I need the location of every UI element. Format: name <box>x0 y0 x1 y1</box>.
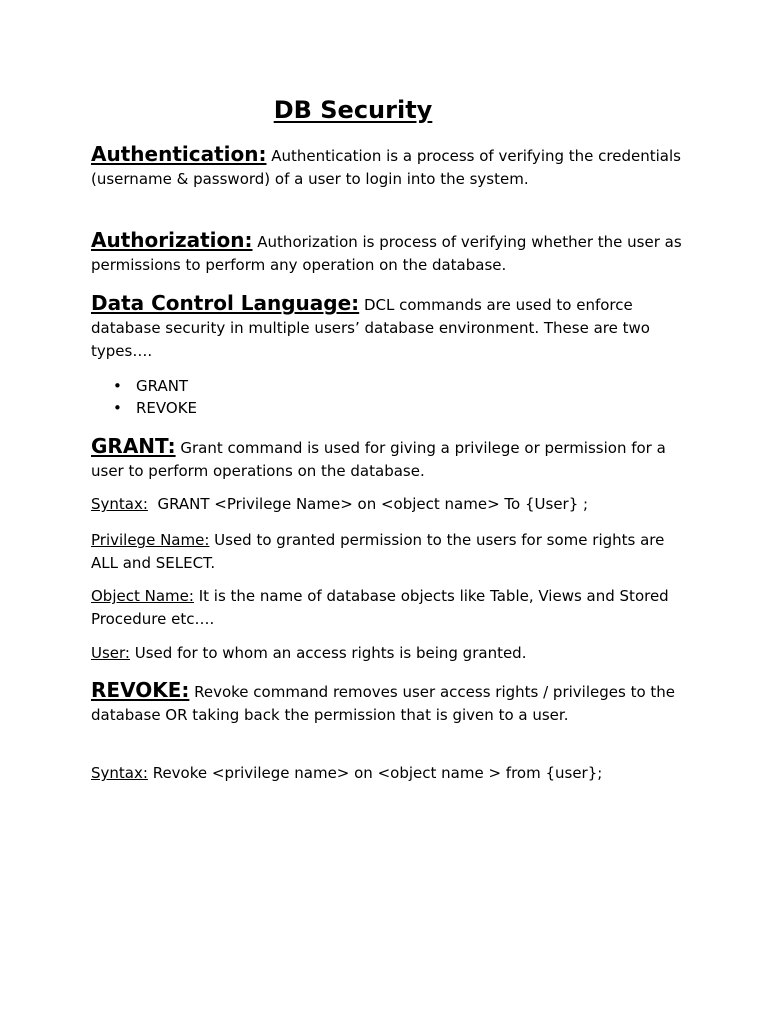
revoke-text: Revoke command removes user access rights / privileges to the database OR taking back the permission that is given to a user. <box>91 683 676 724</box>
user-paragraph <box>91 642 691 665</box>
authorization-paragraph <box>91 229 691 277</box>
list-item: • REVOKE <box>91 397 197 419</box>
grant-syntax-text: GRANT <Privilege Name> on <object name> To {User} ; <box>147 495 589 513</box>
dcl-paragraph <box>91 292 691 363</box>
object-name-paragraph <box>91 585 691 631</box>
revoke-syntax-paragraph <box>91 762 691 785</box>
privilege-name-paragraph <box>91 529 691 575</box>
grant-heading: GRANT: <box>91 434 176 458</box>
authentication-heading: Authentication: <box>91 142 267 166</box>
list-item: • GRANT <box>91 375 197 397</box>
revoke-paragraph <box>91 679 691 727</box>
revoke-syntax-label: Syntax: <box>91 764 148 782</box>
privilege-name-label: Privilege Name: <box>91 531 210 549</box>
authorization-text: Authorization is process of verifying whether the user as permissions to perform any operation on the database. <box>91 233 682 274</box>
privilege-name-text: Used to granted permission to the users for some rights are ALL and SELECT. <box>91 531 665 572</box>
user-label: User: <box>91 644 130 662</box>
page-title: DB Security <box>273 96 433 124</box>
grant-syntax-label: Syntax: <box>91 495 148 513</box>
grant-syntax-paragraph <box>91 493 691 516</box>
grant-paragraph <box>91 435 691 483</box>
dcl-types-list <box>91 375 197 419</box>
user-text: Used for to whom an access rights is being granted. <box>129 644 527 662</box>
object-name-text: It is the name of database objects like Table, Views and Stored Procedure etc…. <box>91 587 669 628</box>
object-name-label: Object Name: <box>91 587 194 605</box>
revoke-heading: REVOKE: <box>91 678 190 702</box>
dcl-text: DCL commands are used to enforce database security in multiple users’ database environment. These are two types…. <box>91 296 650 360</box>
authorization-heading: Authorization: <box>91 228 253 252</box>
authentication-paragraph <box>91 143 691 191</box>
dcl-heading: Data Control Language: <box>91 291 360 315</box>
authentication-text: Authentication is a process of verifying the credentials (username & password) of a user to login into the system. <box>91 147 681 188</box>
revoke-syntax-text: Revoke <privilege name> on <object name > from {user}; <box>147 764 603 782</box>
grant-text: Grant command is used for giving a privilege or permission for a user to perform operations on the database. <box>91 439 666 480</box>
